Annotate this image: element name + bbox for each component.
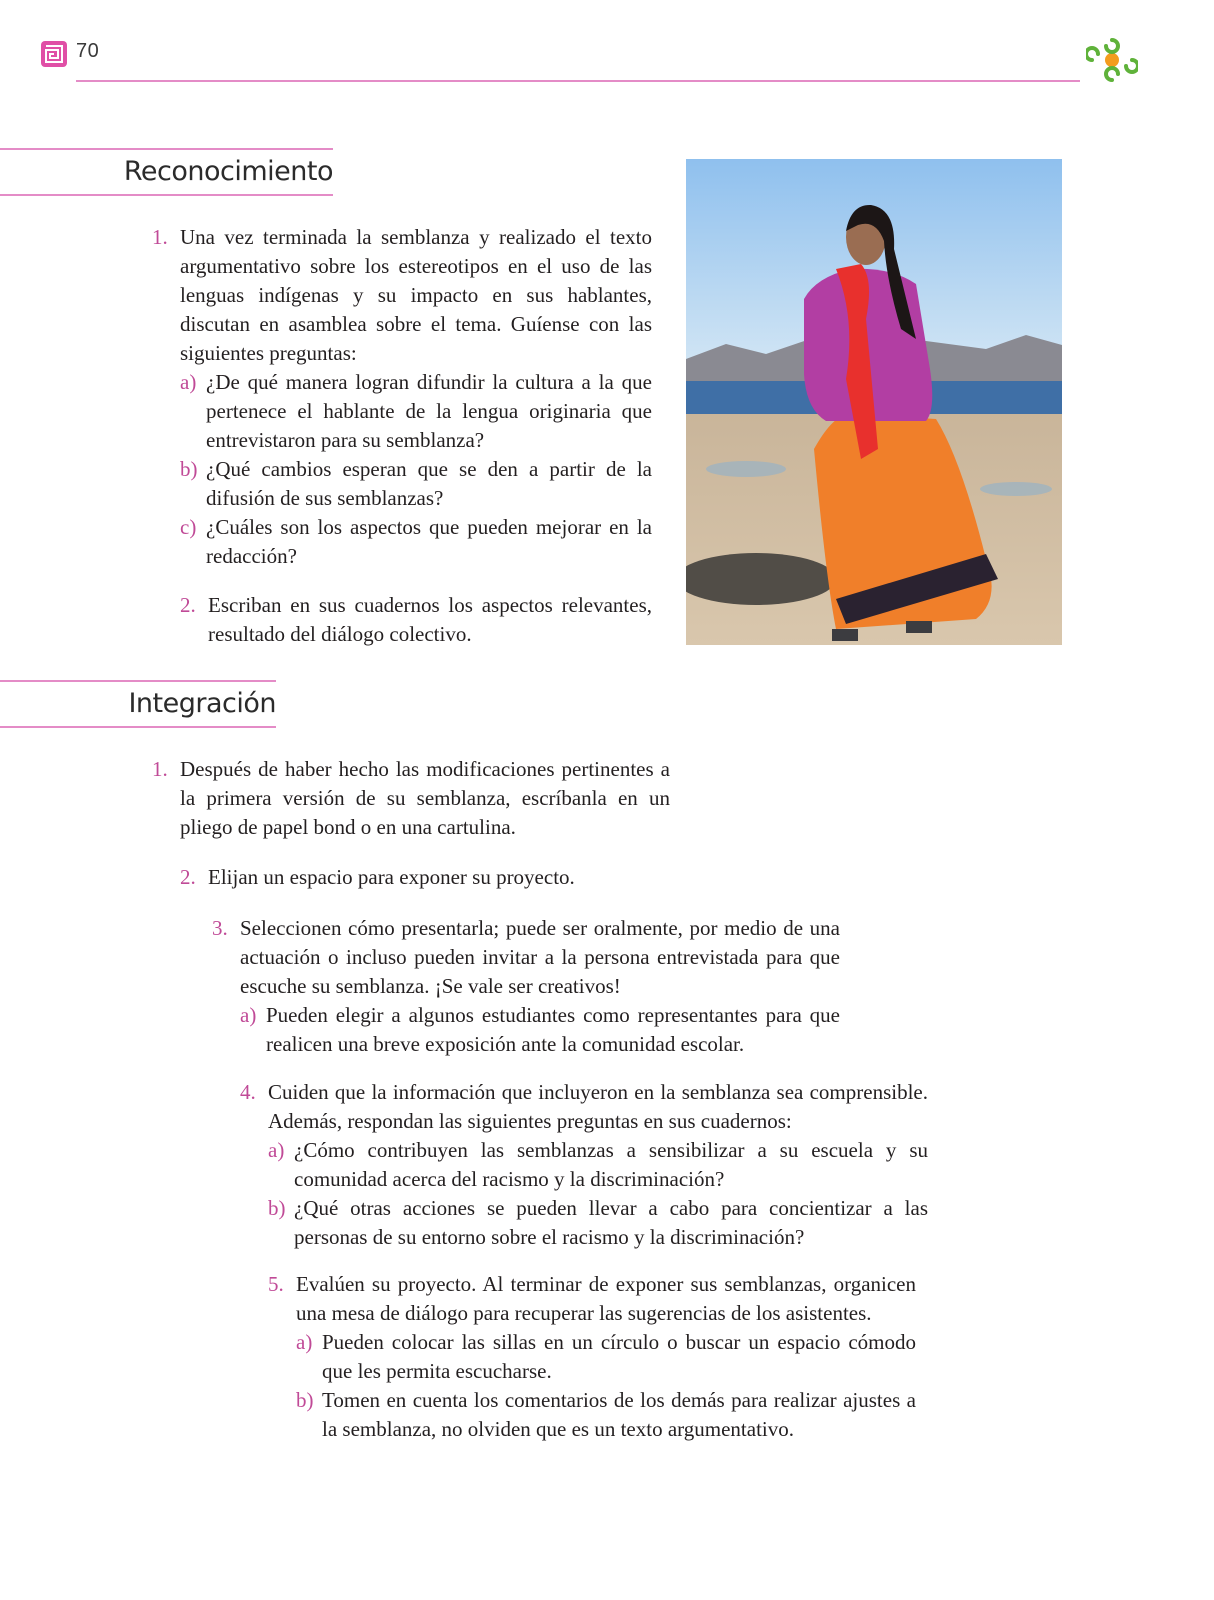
- integracion-item-5: [268, 1270, 916, 1444]
- sub-letter: b): [296, 1388, 314, 1412]
- sub-item: [268, 1194, 928, 1252]
- sub-letter: b): [180, 457, 198, 481]
- section-heading-integracion: [0, 680, 276, 728]
- item-text: Después de haber hecho las modificaciones pertinentes a la primera versión de su semblanza, escríbanla en un pliego de papel bond o en una cartulina.: [180, 757, 670, 839]
- item-number: 2.: [180, 865, 196, 889]
- item-text: Cuiden que la información que incluyeron en la semblanza sea comprensible. Además, respondan las siguientes preguntas en sus cuadernos:: [268, 1080, 928, 1133]
- item-text: Seleccionen cómo presentarla; puede ser oralmente, por medio de una actuación o incluso pueden invitar a la persona entrevistada para que escuche su semblanza. ¡Se vale ser creativos!: [240, 916, 840, 998]
- pink-spiral-glyph-icon: [40, 40, 68, 68]
- reconocimiento-list: [152, 223, 652, 649]
- sub-item: [180, 455, 652, 513]
- sub-item: [296, 1328, 916, 1386]
- item-number: 3.: [212, 916, 228, 940]
- sub-item: [296, 1386, 916, 1444]
- woman-photo: [686, 159, 1062, 645]
- sub-letter: a): [268, 1138, 285, 1162]
- green-orange-flower-logo-icon: [1086, 34, 1138, 86]
- item-number: 1.: [152, 757, 168, 781]
- sub-letter: a): [240, 1003, 257, 1027]
- section-title: Reconocimiento: [123, 156, 333, 187]
- item-number: 5.: [268, 1272, 284, 1296]
- sub-text: Pueden elegir a algunos estudiantes como representantes para que realicen una breve exposición ante la comunidad escolar.: [266, 1003, 840, 1056]
- integracion-item-4: [240, 1078, 928, 1252]
- list-item: [268, 1270, 916, 1444]
- sub-item: [180, 368, 652, 455]
- sub-item: [240, 1001, 840, 1059]
- integracion-item-2: [180, 863, 740, 892]
- sub-letter: c): [180, 515, 197, 539]
- item-number: 2.: [180, 593, 196, 617]
- item-text: Elijan un espacio para exponer su proyecto.: [208, 865, 575, 889]
- item-text: Una vez terminada la semblanza y realizado el texto argumentativo sobre los estereotipos en el uso de las lenguas indígenas y su impacto en sus hablantes, discutan en asamblea sobre el tema. Guíense con las siguientes preguntas:: [180, 225, 652, 365]
- item-text: Escriban en sus cuadernos los aspectos relevantes, resultado del diálogo colectivo.: [208, 593, 652, 646]
- list-item: [152, 223, 652, 571]
- sub-text: ¿Qué cambios esperan que se den a partir de la difusión de sus semblanzas?: [206, 457, 652, 510]
- list-item: [180, 863, 740, 892]
- item-number: 4.: [240, 1080, 256, 1104]
- sub-text: ¿Cuáles son los aspectos que pueden mejorar en la redacción?: [206, 515, 652, 568]
- integracion-item-1: [152, 755, 670, 842]
- header-rule: [76, 80, 1080, 82]
- page-number: 70: [76, 40, 100, 62]
- section-title: Integración: [128, 688, 276, 719]
- sub-item: [268, 1136, 928, 1194]
- sub-text: ¿Qué otras acciones se pueden llevar a cabo para concientizar a las personas de su entorno sobre el racismo y la discriminación?: [294, 1196, 928, 1249]
- section-heading-reconocimiento: [0, 148, 333, 196]
- list-item: [180, 591, 652, 649]
- sub-letter: a): [180, 370, 197, 394]
- list-item: [152, 755, 670, 842]
- sub-item: [180, 513, 652, 571]
- item-text: Evalúen su proyecto. Al terminar de exponer sus semblanzas, organicen una mesa de diálogo para recuperar las sugerencias de los asistentes.: [296, 1272, 916, 1325]
- item-number: 1.: [152, 225, 168, 249]
- sub-text: ¿Cómo contribuyen las semblanzas a sensibilizar a su escuela y su comunidad acerca del racismo y la discriminación?: [294, 1138, 928, 1191]
- sub-text: Tomen en cuenta los comentarios de los demás para realizar ajustes a la semblanza, no olviden que es un texto argumentativo.: [322, 1388, 916, 1441]
- integracion-item-3: [212, 914, 840, 1059]
- sub-text: Pueden colocar las sillas en un círculo o buscar un espacio cómodo que les permita escucharse.: [322, 1330, 916, 1383]
- sub-text: ¿De qué manera logran difundir la cultura a la que pertenece el hablante de la lengua originaria que entrevistaron para su semblanza?: [206, 370, 652, 452]
- list-item: [212, 914, 840, 1059]
- list-item: [240, 1078, 928, 1252]
- sub-letter: b): [268, 1196, 286, 1220]
- sub-letter: a): [296, 1330, 313, 1354]
